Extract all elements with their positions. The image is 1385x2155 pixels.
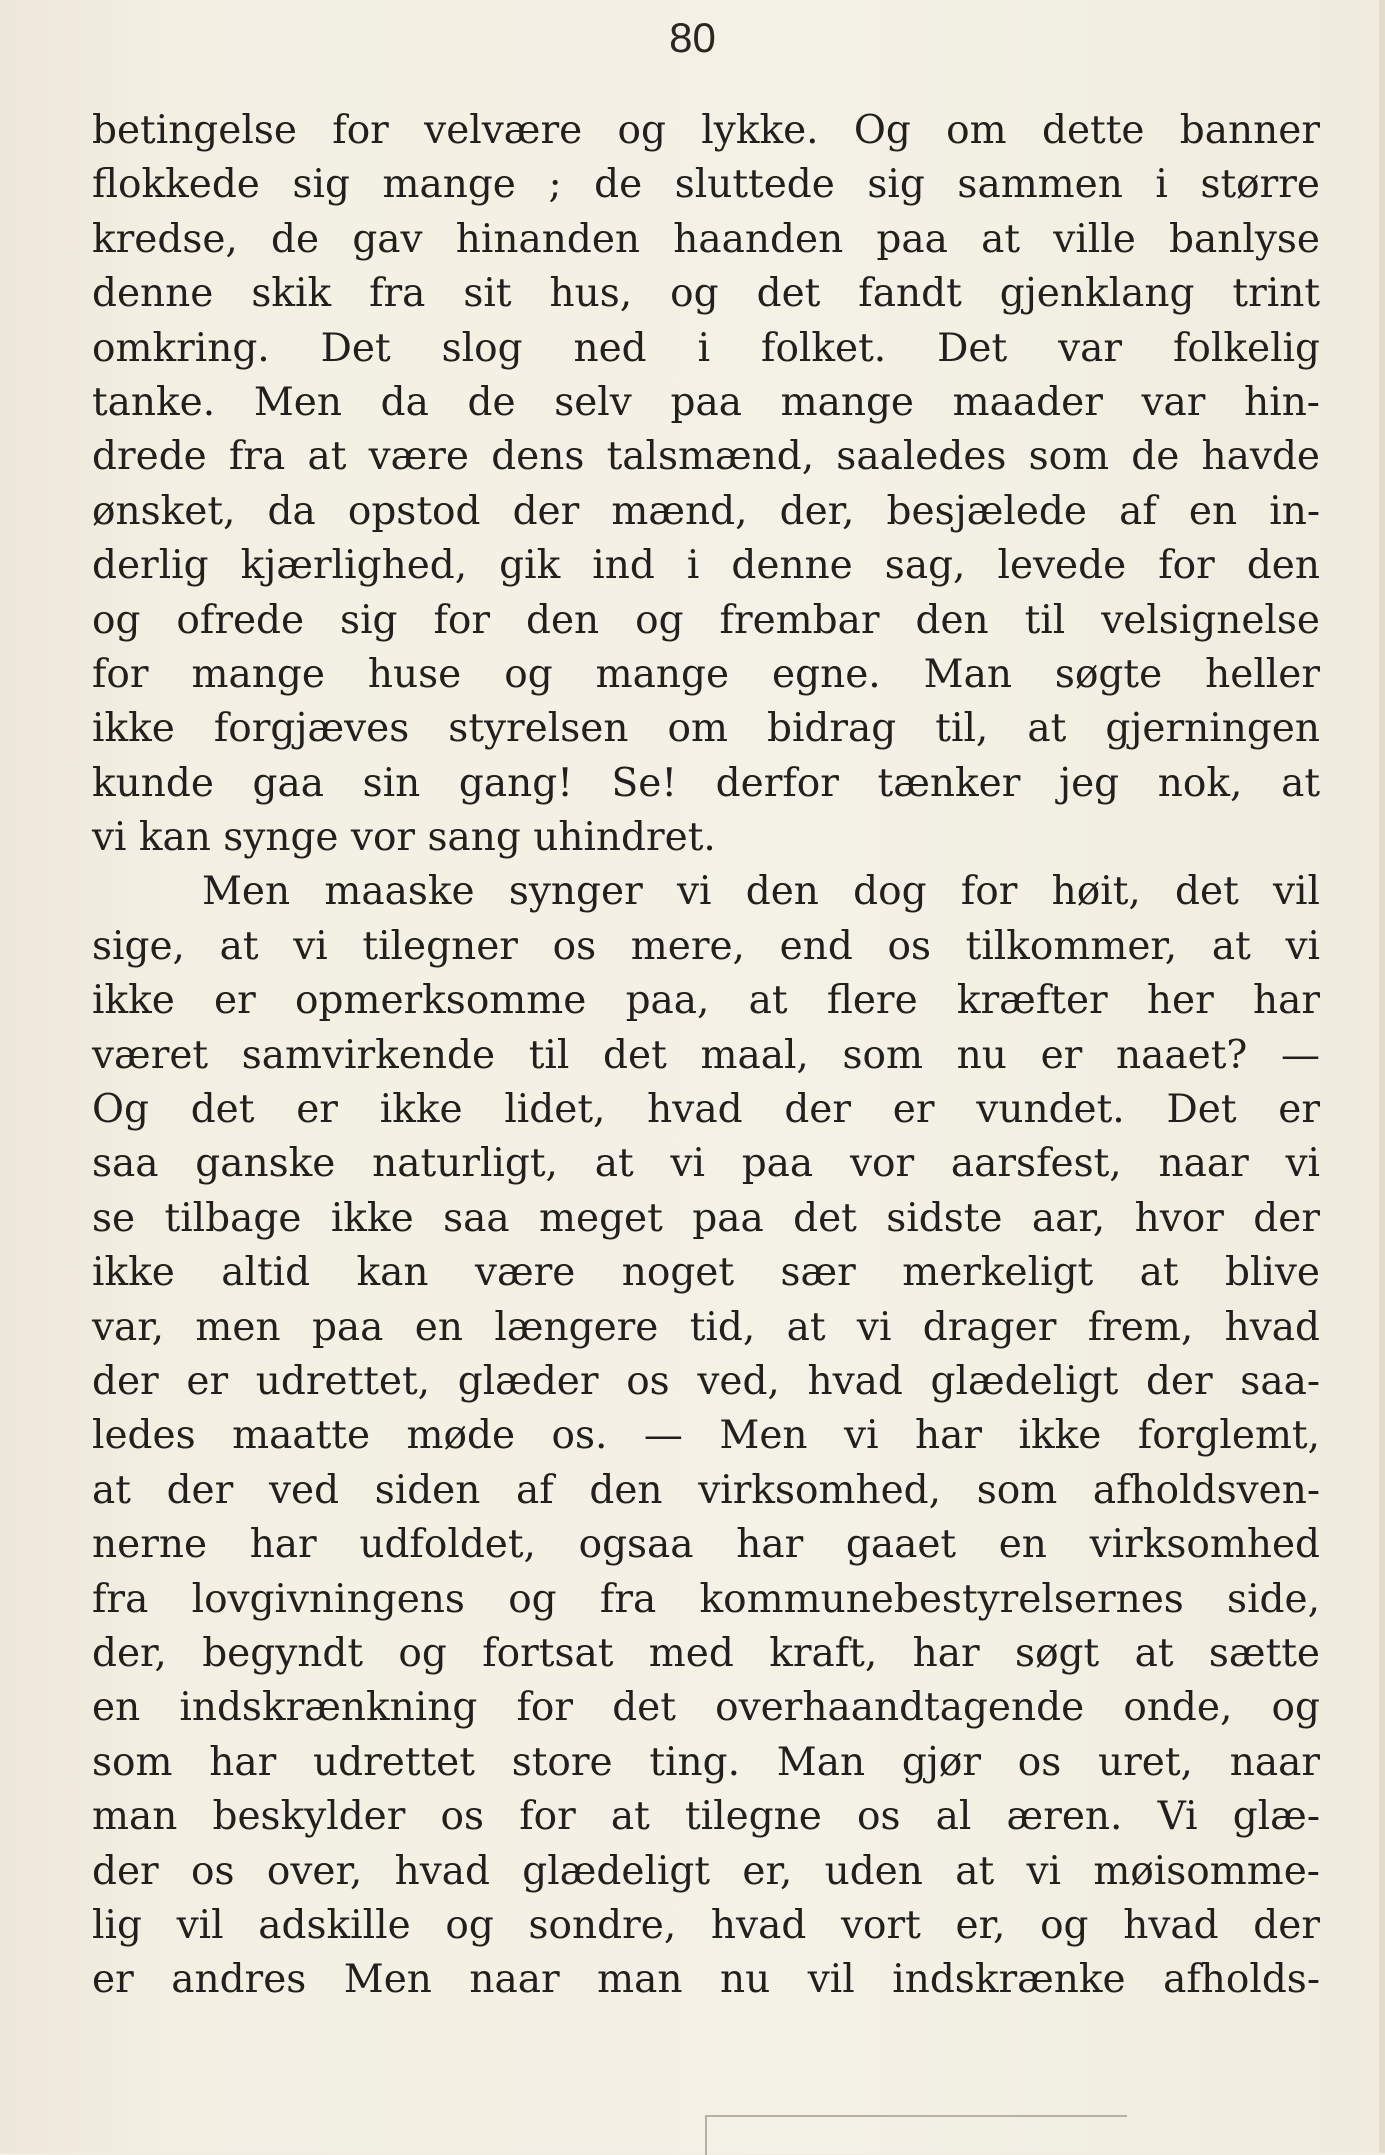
text-line: fra lovgivningens og fra kommunebestyrelsernes side,	[92, 1576, 1320, 1622]
text-line: saa ganske naturligt, at vi paa vor aarsfest, naar vi	[92, 1141, 1320, 1187]
text-line: sige, at vi tilegner os mere, end os tilkommer, at vi	[92, 923, 1320, 969]
text-line: ikke altid kan være noget sær merkeligt at blive	[92, 1250, 1320, 1296]
text-line: er andres Men naar man nu vil indskrænke afholds-	[92, 1957, 1320, 2003]
text-line: derlig kjærlighed, gik ind i denne sag, levede for den	[92, 543, 1320, 589]
text-line: omkring. Det slog ned i folket. Det var folkelig	[92, 325, 1320, 371]
text-line: drede fra at være dens talsmænd, saaledes som de havde	[92, 434, 1320, 480]
text-line: nerne har udfoldet, ogsaa har gaaet en virksomhed	[92, 1522, 1320, 1568]
paragraph-start-line: Men maaske synger vi den dog for høit, det vil	[202, 869, 1320, 915]
text-line: der, begyndt og fortsat med kraft, har søgt at sætte	[92, 1630, 1320, 1676]
text-line: kredse, de gav hinanden haanden paa at ville banlyse	[92, 216, 1320, 262]
text-line: ikke er opmerksomme paa, at flere kræfter her har	[92, 978, 1320, 1024]
text-line: betingelse for velvære og lykke. Og om dette banner	[92, 108, 1320, 153]
page-edge	[1379, 0, 1385, 2153]
page-number: 80	[669, 14, 716, 61]
text-line: for mange huse og mange egne. Man søgte heller	[92, 651, 1320, 697]
text-line: ledes maatte møde os. — Men vi har ikke forglemt,	[92, 1413, 1320, 1459]
text-line: denne skik fra sit hus, og det fandt gjenklang trint	[92, 271, 1320, 317]
text-line: en indskrænkning for det overhaandtagende onde, og	[92, 1685, 1320, 1731]
text-line: se tilbage ikke saa meget paa det sidste aar, hvor der	[92, 1195, 1320, 1241]
text-line: som har udrettet store ting. Man gjør os uret, naar	[92, 1739, 1320, 1785]
text-line: man beskylder os for at tilegne os al æren. Vi glæ-	[92, 1794, 1320, 1840]
text-line: lig vil adskille og sondre, hvad vort er, og hvad der	[92, 1902, 1320, 1948]
text-line: ikke forgjæves styrelsen om bidrag til, at gjerningen	[92, 706, 1320, 752]
text-line: ønsket, da opstod der mænd, der, besjælede af en in-	[92, 488, 1320, 534]
text-line: været samvirkende til det maal, som nu er naaet? —	[92, 1032, 1320, 1078]
text-line: tanke. Men da de selv paa mange maader var hin-	[92, 379, 1320, 425]
text-line: flokkede sig mange ; de sluttede sig sammen i større	[92, 162, 1320, 208]
body-text	[92, 104, 1320, 2008]
text-line: at der ved siden af den virksomhed, som afholdsven-	[92, 1467, 1320, 1513]
text-line: der er udrettet, glæder os ved, hvad glædeligt der saa-	[92, 1358, 1320, 1404]
text-line: var, men paa en længere tid, at vi drager frem, hvad	[92, 1304, 1320, 1350]
text-line: kunde gaa sin gang! Se! derfor tænker jeg nok, at	[92, 760, 1320, 806]
paragraph-end-line: vi kan synge vor sang uhindret.	[92, 815, 716, 861]
text-line: der os over, hvad glædeligt er, uden at vi møisomme-	[92, 1848, 1320, 1894]
text-line: og ofrede sig for den og frembar den til velsignelse	[92, 597, 1320, 643]
text-line: Og det er ikke lidet, hvad der er vundet. Det er	[92, 1087, 1320, 1133]
scan-edge-mark	[705, 2115, 1127, 2155]
